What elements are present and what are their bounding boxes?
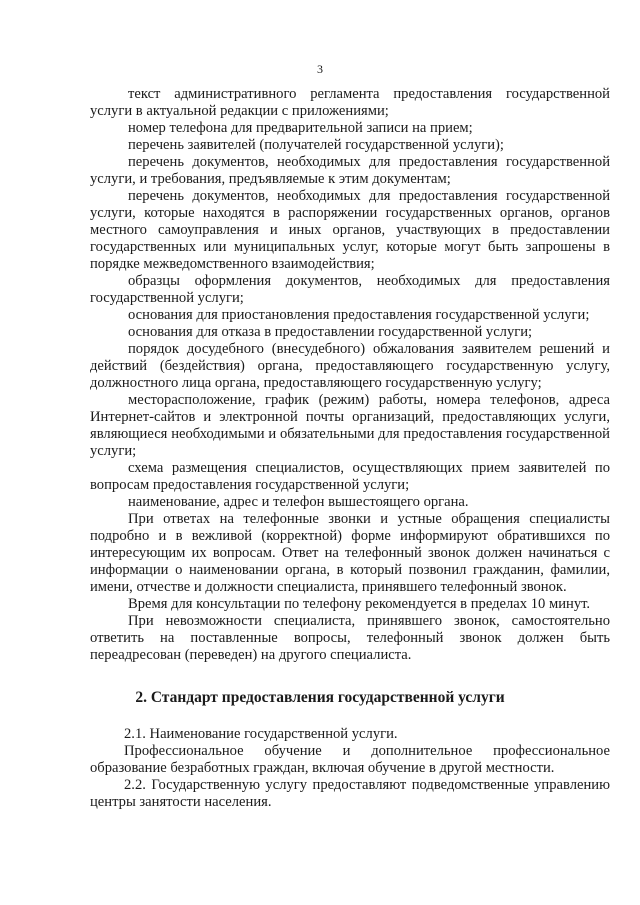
paragraph-phone-calls: При ответах на телефонные звонки и устные обращения специалисты подробно и в вежливой (корректной) форме информируют обратившихся по интересующим их вопросам. Ответ на телефонный звонок должен начинаться с информации о наименовании органа, в который позвонил гражданин, фамилии, имени, отчестве и должности специалиста, принявшего телефонный звонок.	[90, 511, 610, 595]
section-body	[90, 726, 610, 811]
section-paragraph: Профессиональное обучение и дополнительное профессиональное образование безработных граждан, включая обучение в другой местности.	[90, 743, 610, 776]
page-number: 3	[317, 62, 323, 76]
list-item: перечень документов, необходимых для предоставления государственной услуги, и требования, предъявляемые к этим документам;	[90, 154, 610, 187]
paragraph-redirect: При невозможности специалиста, принявшего звонок, самостоятельно ответить на поставленные вопросы, телефонный звонок должен быть переадресован (переведен) на другого специалиста.	[90, 613, 610, 663]
list-item: основания для отказа в предоставлении государственной услуги;	[128, 324, 533, 340]
list-item: перечень заявителей (получателей государственной услуги);	[128, 137, 504, 153]
list-item: образцы оформления документов, необходимых для предоставления государственной услуги;	[90, 273, 610, 306]
list-item: основания для приостановления предоставления государственной услуги;	[128, 307, 590, 323]
section-paragraph: 2.1. Наименование государственной услуги.	[124, 726, 398, 742]
list-item: текст административного регламента предоставления государственной услуги в актуальной редакции с приложениями;	[90, 86, 610, 119]
list-item: порядок досудебного (внесудебного) обжалования заявителем решений и действий (бездействия) органа, предоставляющего государственную услугу, должностного лица органа, предоставляющего государственную услугу;	[90, 341, 610, 391]
section-paragraph: 2.2. Государственную услугу предоставляют подведомственные управлению центры занятости населения.	[90, 777, 610, 810]
paragraph-consultation-time: Время для консультации по телефону рекомендуется в пределах 10 минут.	[128, 596, 591, 612]
list-item: схема размещения специалистов, осуществляющих прием заявителей по вопросам предоставления государственной услуги;	[90, 460, 610, 493]
list-item: наименование, адрес и телефон вышестоящего органа.	[128, 494, 469, 510]
document-body	[90, 86, 610, 664]
section-title: 2. Стандарт предоставления государственной услуги	[135, 689, 505, 706]
list-item: перечень документов, необходимых для предоставления государственной услуги, которые находятся в распоряжении государственных органов, органов местного самоуправления и иных органов, участвующих в предоставлении государственных или муниципальных услуг, которые могут быть запрошены в порядке межведомственного взаимодействия;	[90, 188, 610, 272]
list-item: номер телефона для предварительной записи на прием;	[128, 120, 473, 136]
list-item: месторасположение, график (режим) работы, номера телефонов, адреса Интернет-сайтов и электронной почты организаций, предоставляющих услуги, являющиеся необходимыми и обязательными для предоставления государственной услуги;	[90, 392, 610, 459]
